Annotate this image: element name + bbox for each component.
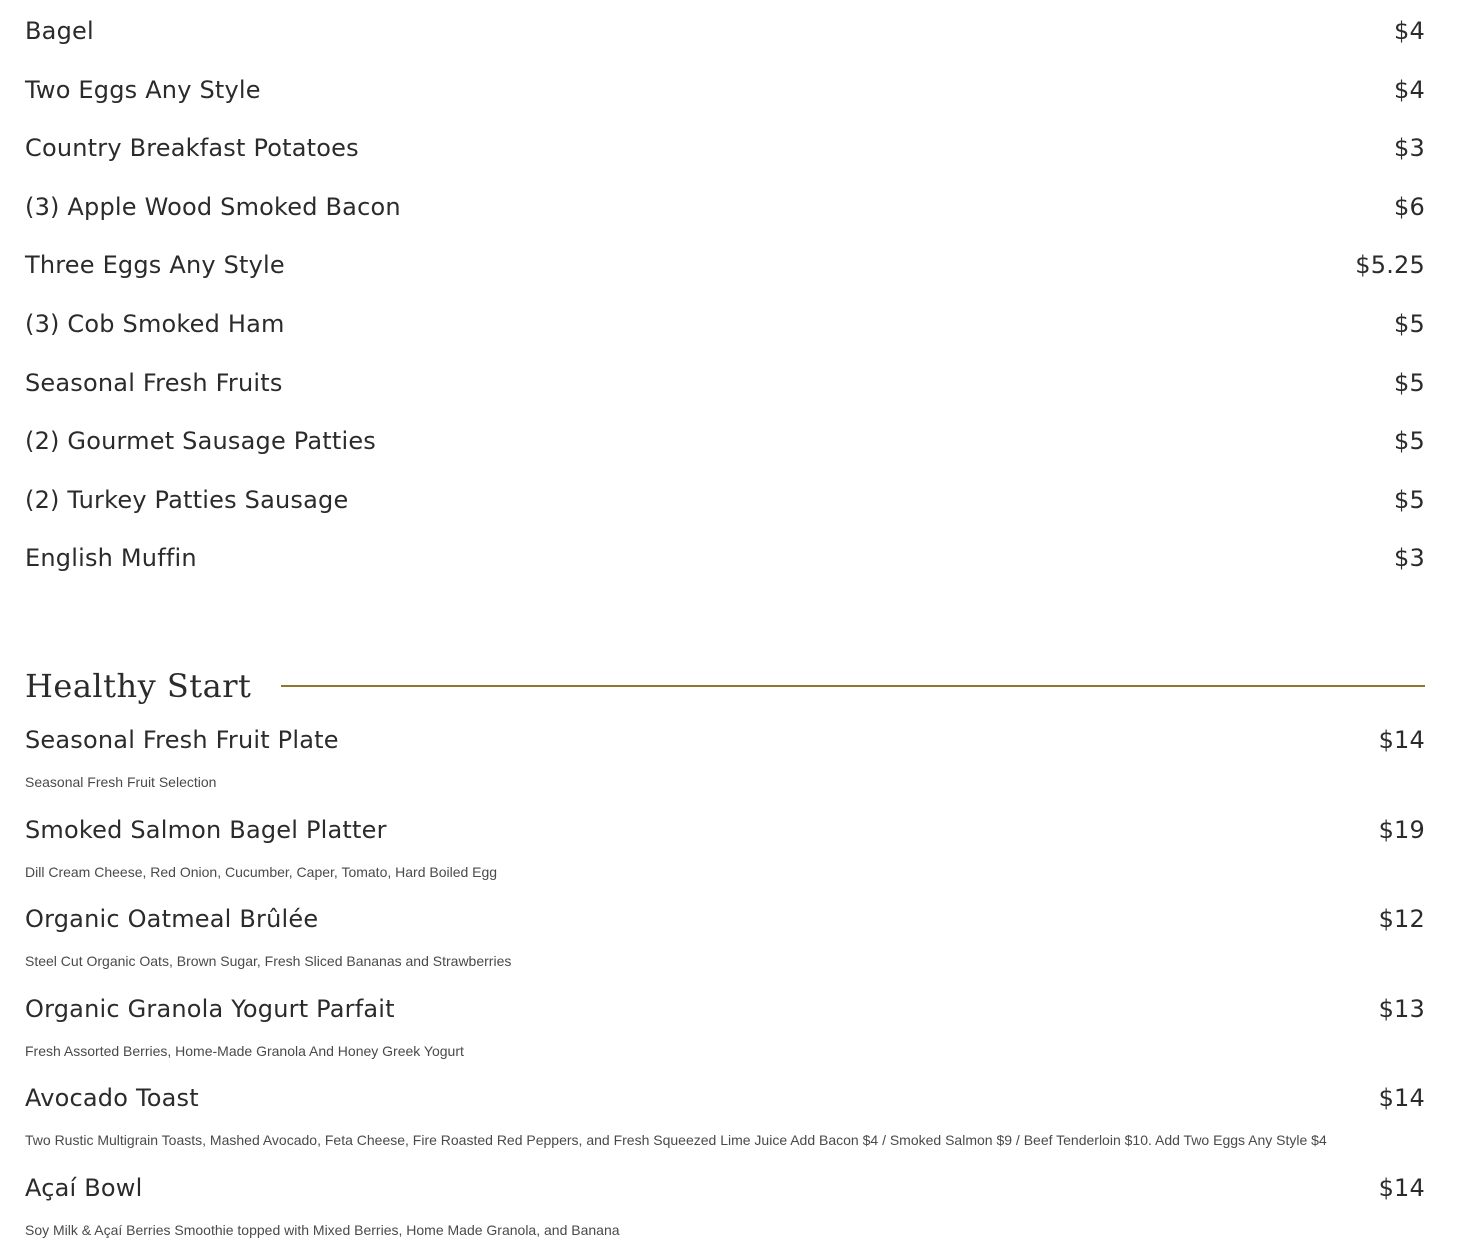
- side-item-price: $5.25: [1355, 251, 1425, 280]
- side-item-name: English Muffin: [25, 544, 197, 573]
- side-item: [25, 354, 1425, 413]
- side-item-price: $4: [1394, 17, 1425, 45]
- side-item: [25, 529, 1425, 588]
- side-item-name: Seasonal Fresh Fruits: [25, 368, 283, 397]
- side-item-name: (2) Turkey Patties Sausage: [25, 485, 349, 514]
- side-item-name: Three Eggs Any Style: [25, 251, 285, 280]
- side-item-name: Two Eggs Any Style: [25, 75, 261, 104]
- menu-item-price: $12: [1378, 905, 1425, 934]
- menu-item-price: $14: [1378, 1173, 1425, 1202]
- side-item-name: (3) Cob Smoked Ham: [25, 309, 285, 338]
- menu-item-price: $14: [1378, 725, 1425, 754]
- menu-item-description: Soy Milk & Açaí Berries Smoothie topped with Mixed Berries, Home Made Granola, and Banana: [25, 1221, 620, 1238]
- side-item: [25, 236, 1425, 295]
- menu-item-description: Two Rustic Multigrain Toasts, Mashed Avocado, Feta Cheese, Fire Roasted Red Peppers, and Fresh Squeezed Lime Juice Add Bacon $4 / Smoked Salmon $9 / Beef Tenderloin $10. Add Two Eggs Any Style $4: [25, 1132, 1327, 1149]
- menu-item-description: Steel Cut Organic Oats, Brown Sugar, Fresh Sliced Bananas and Strawberries: [25, 953, 512, 970]
- side-item: [25, 61, 1425, 120]
- menu-item-name: Organic Oatmeal Brûlée: [25, 905, 319, 934]
- sides-list: [25, 0, 1425, 588]
- side-item-price: $5: [1394, 309, 1425, 338]
- menu-item: [25, 981, 1425, 1071]
- menu-item-name: Organic Granola Yogurt Parfait: [25, 994, 395, 1023]
- healthy-start-list: [25, 712, 1425, 1250]
- side-item: [25, 178, 1425, 237]
- side-item-price: $5: [1394, 368, 1425, 397]
- menu-item: [25, 1160, 1425, 1250]
- healthy-start-header: [25, 660, 1425, 712]
- side-item: [25, 295, 1425, 354]
- menu-item-price: $14: [1378, 1084, 1425, 1113]
- side-item-price: $5: [1394, 427, 1425, 456]
- section-divider: [281, 685, 1425, 687]
- menu-item-description: Seasonal Fresh Fruit Selection: [25, 773, 217, 790]
- side-item-name: Bagel: [25, 17, 94, 45]
- menu-item: [25, 891, 1425, 981]
- menu-item: [25, 1070, 1425, 1160]
- menu-item: [25, 712, 1425, 802]
- side-item-price: $5: [1394, 485, 1425, 514]
- side-item: [25, 412, 1425, 471]
- side-item: [25, 471, 1425, 530]
- side-item-price: $3: [1394, 544, 1425, 573]
- menu-item-price: $19: [1378, 815, 1425, 844]
- side-item: [25, 2, 1425, 61]
- menu-item-name: Avocado Toast: [25, 1084, 199, 1113]
- side-item-price: $4: [1394, 75, 1425, 104]
- side-item-price: $3: [1394, 134, 1425, 163]
- menu-item-description: Dill Cream Cheese, Red Onion, Cucumber, Caper, Tomato, Hard Boiled Egg: [25, 863, 498, 880]
- side-item-name: (3) Apple Wood Smoked Bacon: [25, 192, 401, 221]
- menu-item-name: Açaí Bowl: [25, 1173, 143, 1202]
- section-title: Healthy Start: [25, 666, 252, 705]
- menu-item-price: $13: [1378, 994, 1425, 1023]
- menu-item-description: Fresh Assorted Berries, Home-Made Granola And Honey Greek Yogurt: [25, 1042, 464, 1059]
- menu-item-name: Smoked Salmon Bagel Platter: [25, 815, 387, 844]
- side-item: [25, 119, 1425, 178]
- side-item-price: $6: [1394, 192, 1425, 221]
- side-item-name: (2) Gourmet Sausage Patties: [25, 427, 376, 456]
- side-item-name: Country Breakfast Potatoes: [25, 134, 359, 163]
- menu-item-name: Seasonal Fresh Fruit Plate: [25, 725, 339, 754]
- menu-item: [25, 802, 1425, 892]
- menu-page: [25, 0, 1425, 1250]
